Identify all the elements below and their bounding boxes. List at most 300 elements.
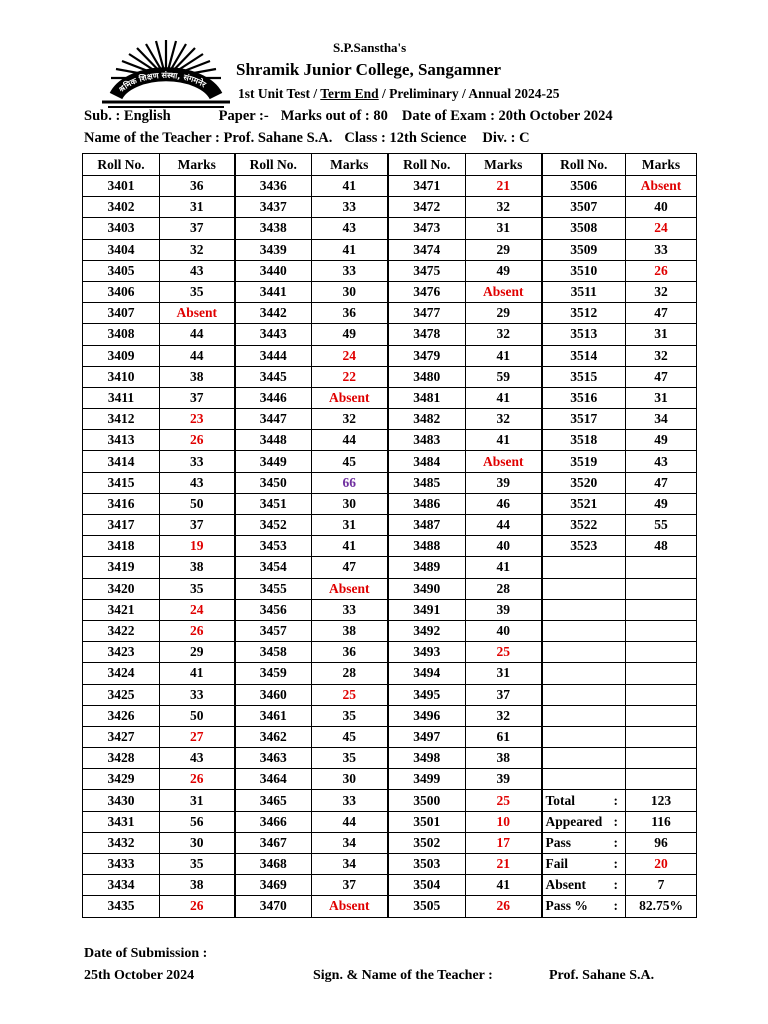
summary-colon: :: [613, 834, 618, 850]
table-row: [83, 684, 697, 705]
table-row: [83, 515, 697, 536]
roll-no-cell: 3431: [83, 811, 160, 832]
table-row: [83, 345, 697, 366]
roll-no-cell: 3512: [542, 303, 626, 324]
marks-cell: [626, 599, 697, 620]
roll-no-cell: 3417: [83, 515, 160, 536]
marks-cell: 31: [160, 197, 235, 218]
exam-type-selected: Term End: [320, 86, 379, 101]
marks-cell: Absent: [466, 281, 542, 302]
roll-no-cell: 3409: [83, 345, 160, 366]
header-marks: Marks: [312, 154, 388, 176]
roll-no-cell: 3479: [388, 345, 466, 366]
roll-no-cell: 3422: [83, 620, 160, 641]
roll-no-cell: 3459: [235, 663, 312, 684]
summary-colon: :: [613, 792, 618, 808]
roll-no-cell: 3429: [83, 769, 160, 790]
roll-no-cell: 3416: [83, 493, 160, 514]
roll-no-cell: 3439: [235, 239, 312, 260]
table-row: [83, 790, 697, 811]
roll-no-cell: 3472: [388, 197, 466, 218]
roll-no-cell: 3446: [235, 387, 312, 408]
marks-cell: 38: [160, 557, 235, 578]
marks-cell: 7: [626, 875, 697, 896]
roll-no-cell: 3471: [388, 176, 466, 197]
roll-no-cell: 3436: [235, 176, 312, 197]
roll-no-cell: 3433: [83, 854, 160, 875]
roll-no-cell: 3485: [388, 472, 466, 493]
roll-no-cell: 3463: [235, 748, 312, 769]
roll-no-cell: 3458: [235, 642, 312, 663]
roll-no-cell: 3503: [388, 854, 466, 875]
marks-cell: 37: [160, 515, 235, 536]
roll-no-cell: 3514: [542, 345, 626, 366]
college-name: Shramik Junior College, Sangamner: [236, 60, 502, 79]
marks-cell: 36: [160, 176, 235, 197]
roll-no-cell: [542, 663, 626, 684]
table-row: [83, 260, 697, 281]
summary-key: Pass %: [545, 898, 588, 914]
marks-cell: 34: [312, 832, 388, 853]
roll-no-cell: 3504: [388, 875, 466, 896]
header-roll-no: Roll No.: [235, 154, 312, 176]
summary-key: Appeared: [545, 813, 603, 829]
marks-cell: Absent: [160, 303, 235, 324]
roll-no-cell: 3455: [235, 578, 312, 599]
roll-no-cell: 3430: [83, 790, 160, 811]
roll-no-cell: 3408: [83, 324, 160, 345]
marks-cell: 48: [626, 536, 697, 557]
table-row: [83, 620, 697, 641]
marks-cell: 10: [466, 811, 542, 832]
marks-cell: 33: [312, 599, 388, 620]
roll-no-cell: [542, 620, 626, 641]
marks-cell: 31: [160, 790, 235, 811]
roll-no-cell: [542, 557, 626, 578]
marks-cell: 56: [160, 811, 235, 832]
roll-no-cell: [542, 769, 626, 790]
marks-cell: 33: [312, 790, 388, 811]
roll-no-cell: 3435: [83, 896, 160, 917]
marks-cell: 41: [466, 875, 542, 896]
marks-cell: 28: [466, 578, 542, 599]
roll-no-cell: 3444: [235, 345, 312, 366]
class-label: Class : 12th Science: [344, 130, 467, 146]
marks-cell: 44: [160, 345, 235, 366]
roll-no-cell: 3505: [388, 896, 466, 917]
roll-no-cell: 3516: [542, 387, 626, 408]
marks-cell: 47: [626, 366, 697, 387]
roll-no-cell: 3480: [388, 366, 466, 387]
marks-cell: [626, 748, 697, 769]
marks-cell: 36: [312, 642, 388, 663]
marks-cell: 49: [312, 324, 388, 345]
marks-cell: 26: [160, 769, 235, 790]
summary-label: [542, 896, 626, 917]
header-roll-no: Roll No.: [542, 154, 626, 176]
table-row: [83, 430, 697, 451]
roll-no-cell: 3407: [83, 303, 160, 324]
marks-cell: 34: [626, 409, 697, 430]
submission-date: 25th October 2024: [84, 968, 195, 983]
roll-no-cell: 3484: [388, 451, 466, 472]
marks-cell: 24: [312, 345, 388, 366]
roll-no-cell: 3475: [388, 260, 466, 281]
roll-no-cell: 3414: [83, 451, 160, 472]
document-header: [0, 0, 768, 150]
marks-cell: [626, 642, 697, 663]
marks-cell: 96: [626, 832, 697, 853]
table-row: [83, 896, 697, 917]
marks-cell: 26: [160, 896, 235, 917]
marks-cell: 32: [466, 409, 542, 430]
summary-key: Absent: [545, 877, 587, 893]
table-row: [83, 303, 697, 324]
roll-no-cell: 3469: [235, 875, 312, 896]
roll-no-cell: 3456: [235, 599, 312, 620]
marks-cell: 31: [626, 387, 697, 408]
roll-no-cell: 3403: [83, 218, 160, 239]
header-roll-no: Roll No.: [83, 154, 160, 176]
marks-cell: [626, 557, 697, 578]
marks-cell: 30: [312, 769, 388, 790]
table-row: [83, 472, 697, 493]
marks-cell: 32: [466, 324, 542, 345]
roll-no-cell: 3413: [83, 430, 160, 451]
marks-cell: 50: [160, 705, 235, 726]
marks-cell: 33: [160, 684, 235, 705]
table-row: [83, 366, 697, 387]
subject-label: Sub. : English: [84, 108, 171, 124]
roll-no-cell: 3412: [83, 409, 160, 430]
marks-cell: 28: [312, 663, 388, 684]
roll-no-cell: 3473: [388, 218, 466, 239]
marks-cell: 61: [466, 726, 542, 747]
table-row: [83, 854, 697, 875]
header-marks: Marks: [160, 154, 235, 176]
marks-cell: 116: [626, 811, 697, 832]
summary-colon: :: [613, 813, 618, 829]
roll-no-cell: [542, 726, 626, 747]
marks-cell: 41: [312, 176, 388, 197]
marks-cell: [626, 769, 697, 790]
marks-cell: 35: [160, 578, 235, 599]
table-row: [83, 557, 697, 578]
roll-no-cell: 3470: [235, 896, 312, 917]
marks-cell: Absent: [312, 896, 388, 917]
roll-no-cell: 3522: [542, 515, 626, 536]
marks-cell: 32: [626, 281, 697, 302]
marks-cell: 30: [160, 832, 235, 853]
roll-no-cell: 3415: [83, 472, 160, 493]
summary-colon: :: [613, 856, 618, 872]
marks-cell: 37: [160, 387, 235, 408]
roll-no-cell: 3461: [235, 705, 312, 726]
marks-cell: 55: [626, 515, 697, 536]
table-row: [83, 176, 697, 197]
table-row: [83, 769, 697, 790]
teacher-class-line: [84, 130, 530, 147]
marks-cell: 35: [160, 854, 235, 875]
table-row: [83, 642, 697, 663]
marks-cell: 20: [626, 854, 697, 875]
marks-cell: 38: [466, 748, 542, 769]
marks-cell: 37: [160, 218, 235, 239]
summary-key: Pass: [545, 834, 572, 850]
table-row: [83, 324, 697, 345]
marks-cell: 21: [466, 854, 542, 875]
marks-cell: 34: [312, 854, 388, 875]
marks-cell: 31: [312, 515, 388, 536]
table-row: [83, 451, 697, 472]
marks-cell: 41: [466, 557, 542, 578]
summary-colon: :: [613, 898, 618, 914]
roll-no-cell: 3440: [235, 260, 312, 281]
summary-key: Total: [545, 792, 576, 808]
paper-label: Paper :-: [218, 108, 269, 124]
marks-cell: 43: [626, 451, 697, 472]
roll-no-cell: 3488: [388, 536, 466, 557]
marks-cell: 35: [312, 705, 388, 726]
marks-cell: 123: [626, 790, 697, 811]
roll-no-cell: 3496: [388, 705, 466, 726]
roll-no-cell: 3511: [542, 281, 626, 302]
marks-cell: 41: [312, 536, 388, 557]
marks-cell: 44: [466, 515, 542, 536]
marks-cell: 39: [466, 599, 542, 620]
marks-table: [82, 153, 697, 918]
roll-no-cell: 3481: [388, 387, 466, 408]
marks-cell: 25: [312, 684, 388, 705]
marks-cell: 25: [466, 642, 542, 663]
roll-no-cell: 3510: [542, 260, 626, 281]
marks-cell: 43: [160, 260, 235, 281]
table-row: [83, 599, 697, 620]
roll-no-cell: 3438: [235, 218, 312, 239]
marks-cell: 41: [466, 345, 542, 366]
roll-no-cell: 3404: [83, 239, 160, 260]
marks-cell: 38: [160, 366, 235, 387]
marks-cell: [626, 578, 697, 599]
marks-cell: 31: [626, 324, 697, 345]
marks-cell: 21: [466, 176, 542, 197]
marks-cell: 29: [466, 303, 542, 324]
marks-cell: 47: [626, 303, 697, 324]
roll-no-cell: 3427: [83, 726, 160, 747]
marks-cell: 44: [160, 324, 235, 345]
marks-cell: 39: [466, 472, 542, 493]
college-logo-icon: [100, 38, 232, 110]
exam-type-prefix: 1st Unit Test /: [238, 86, 321, 101]
table-row: [83, 409, 697, 430]
roll-no-cell: [542, 599, 626, 620]
roll-no-cell: 3405: [83, 260, 160, 281]
marks-cell: 24: [626, 218, 697, 239]
date-of-exam: Date of Exam : 20th October 2024: [401, 108, 613, 124]
marks-cell: 32: [312, 409, 388, 430]
roll-no-cell: 3419: [83, 557, 160, 578]
marks-cell: Absent: [626, 176, 697, 197]
svg-text:श्रमिक शिक्षण संस्था, संगमनेर: श्रमिक शिक्षण संस्था, संगमनेर: [117, 70, 208, 95]
marks-cell: 40: [626, 197, 697, 218]
marks-cell: 24: [160, 599, 235, 620]
roll-no-cell: 3437: [235, 197, 312, 218]
marks-cell: 32: [466, 197, 542, 218]
marks-cell: 82.75%: [626, 896, 697, 917]
society-name: S.P.Sanstha's: [333, 40, 407, 55]
teacher-signature-name: Prof. Sahane S.A.: [549, 968, 655, 983]
marks-cell: 49: [626, 493, 697, 514]
marks-cell: [626, 663, 697, 684]
roll-no-cell: 3406: [83, 281, 160, 302]
roll-no-cell: 3449: [235, 451, 312, 472]
marks-cell: 29: [160, 642, 235, 663]
marks-cell: 36: [312, 303, 388, 324]
roll-no-cell: 3462: [235, 726, 312, 747]
table-row: [83, 748, 697, 769]
marks-cell: [626, 705, 697, 726]
roll-no-cell: 3523: [542, 536, 626, 557]
roll-no-cell: 3467: [235, 832, 312, 853]
marks-cell: 38: [160, 875, 235, 896]
marks-out-of: Marks out of : 80: [280, 108, 388, 124]
roll-no-cell: 3499: [388, 769, 466, 790]
roll-no-cell: 3454: [235, 557, 312, 578]
marks-cell: 41: [160, 663, 235, 684]
roll-no-cell: 3434: [83, 875, 160, 896]
signature-label: Sign. & Name of the Teacher :: [313, 968, 493, 983]
roll-no-cell: 3424: [83, 663, 160, 684]
marks-cell: 32: [626, 345, 697, 366]
marks-cell: 26: [626, 260, 697, 281]
marks-cell: 49: [626, 430, 697, 451]
marks-cell: 50: [160, 493, 235, 514]
roll-no-cell: 3520: [542, 472, 626, 493]
header-roll-no: Roll No.: [388, 154, 466, 176]
marks-cell: [626, 620, 697, 641]
roll-no-cell: 3507: [542, 197, 626, 218]
roll-no-cell: 3401: [83, 176, 160, 197]
roll-no-cell: 3508: [542, 218, 626, 239]
marks-cell: 47: [626, 472, 697, 493]
roll-no-cell: 3468: [235, 854, 312, 875]
marks-cell: 39: [466, 769, 542, 790]
marks-cell: 32: [466, 705, 542, 726]
table-row: [83, 726, 697, 747]
marks-cell: 40: [466, 536, 542, 557]
roll-no-cell: 3450: [235, 472, 312, 493]
roll-no-cell: 3476: [388, 281, 466, 302]
summary-label: [542, 832, 626, 853]
marks-cell: 33: [312, 197, 388, 218]
marks-cell: 43: [312, 218, 388, 239]
roll-no-cell: 3447: [235, 409, 312, 430]
marks-cell: 17: [466, 832, 542, 853]
marks-cell: 59: [466, 366, 542, 387]
marks-cell: 33: [626, 239, 697, 260]
roll-no-cell: 3513: [542, 324, 626, 345]
roll-no-cell: 3474: [388, 239, 466, 260]
teacher-name: Name of the Teacher : Prof. Sahane S.A.: [84, 130, 333, 146]
marks-cell: 26: [160, 620, 235, 641]
marks-cell: 44: [312, 811, 388, 832]
table-row: [83, 493, 697, 514]
marks-cell: 30: [312, 493, 388, 514]
marks-cell: 43: [160, 472, 235, 493]
marks-cell: [626, 684, 697, 705]
marks-cell: 23: [160, 409, 235, 430]
roll-no-cell: 3448: [235, 430, 312, 451]
roll-no-cell: 3443: [235, 324, 312, 345]
marks-cell: 44: [312, 430, 388, 451]
roll-no-cell: 3420: [83, 578, 160, 599]
roll-no-cell: 3493: [388, 642, 466, 663]
roll-no-cell: 3466: [235, 811, 312, 832]
table-row: [83, 578, 697, 599]
marks-cell: 37: [312, 875, 388, 896]
marks-cell: 31: [466, 218, 542, 239]
roll-no-cell: 3411: [83, 387, 160, 408]
roll-no-cell: 3515: [542, 366, 626, 387]
roll-no-cell: 3506: [542, 176, 626, 197]
marks-cell: 26: [466, 896, 542, 917]
roll-no-cell: 3451: [235, 493, 312, 514]
roll-no-cell: [542, 705, 626, 726]
roll-no-cell: 3464: [235, 769, 312, 790]
header-marks: Marks: [626, 154, 697, 176]
roll-no-cell: 3432: [83, 832, 160, 853]
table-row: [83, 536, 697, 557]
roll-no-cell: 3517: [542, 409, 626, 430]
marks-cell: 38: [312, 620, 388, 641]
marks-cell: 40: [466, 620, 542, 641]
marks-cell: 35: [160, 281, 235, 302]
roll-no-cell: 3457: [235, 620, 312, 641]
marks-cell: 45: [312, 726, 388, 747]
roll-no-cell: 3487: [388, 515, 466, 536]
roll-no-cell: 3452: [235, 515, 312, 536]
roll-no-cell: 3502: [388, 832, 466, 853]
roll-no-cell: 3490: [388, 578, 466, 599]
roll-no-cell: [542, 748, 626, 769]
roll-no-cell: 3521: [542, 493, 626, 514]
exam-type-line: [238, 86, 560, 102]
roll-no-cell: 3442: [235, 303, 312, 324]
roll-no-cell: 3489: [388, 557, 466, 578]
summary-key: Fail: [545, 856, 568, 872]
table-row: [83, 197, 697, 218]
roll-no-cell: 3426: [83, 705, 160, 726]
roll-no-cell: 3498: [388, 748, 466, 769]
roll-no-cell: 3483: [388, 430, 466, 451]
roll-no-cell: 3453: [235, 536, 312, 557]
marks-cell: 41: [466, 387, 542, 408]
marks-cell: 29: [466, 239, 542, 260]
table-row: [83, 705, 697, 726]
marks-cell: 41: [312, 239, 388, 260]
roll-no-cell: 3494: [388, 663, 466, 684]
marks-cell: 37: [466, 684, 542, 705]
summary-colon: :: [613, 877, 618, 893]
roll-no-cell: 3410: [83, 366, 160, 387]
roll-no-cell: 3486: [388, 493, 466, 514]
roll-no-cell: 3421: [83, 599, 160, 620]
roll-no-cell: 3501: [388, 811, 466, 832]
roll-no-cell: 3519: [542, 451, 626, 472]
marks-cell: 26: [160, 430, 235, 451]
summary-label: [542, 854, 626, 875]
marks-cell: 46: [466, 493, 542, 514]
